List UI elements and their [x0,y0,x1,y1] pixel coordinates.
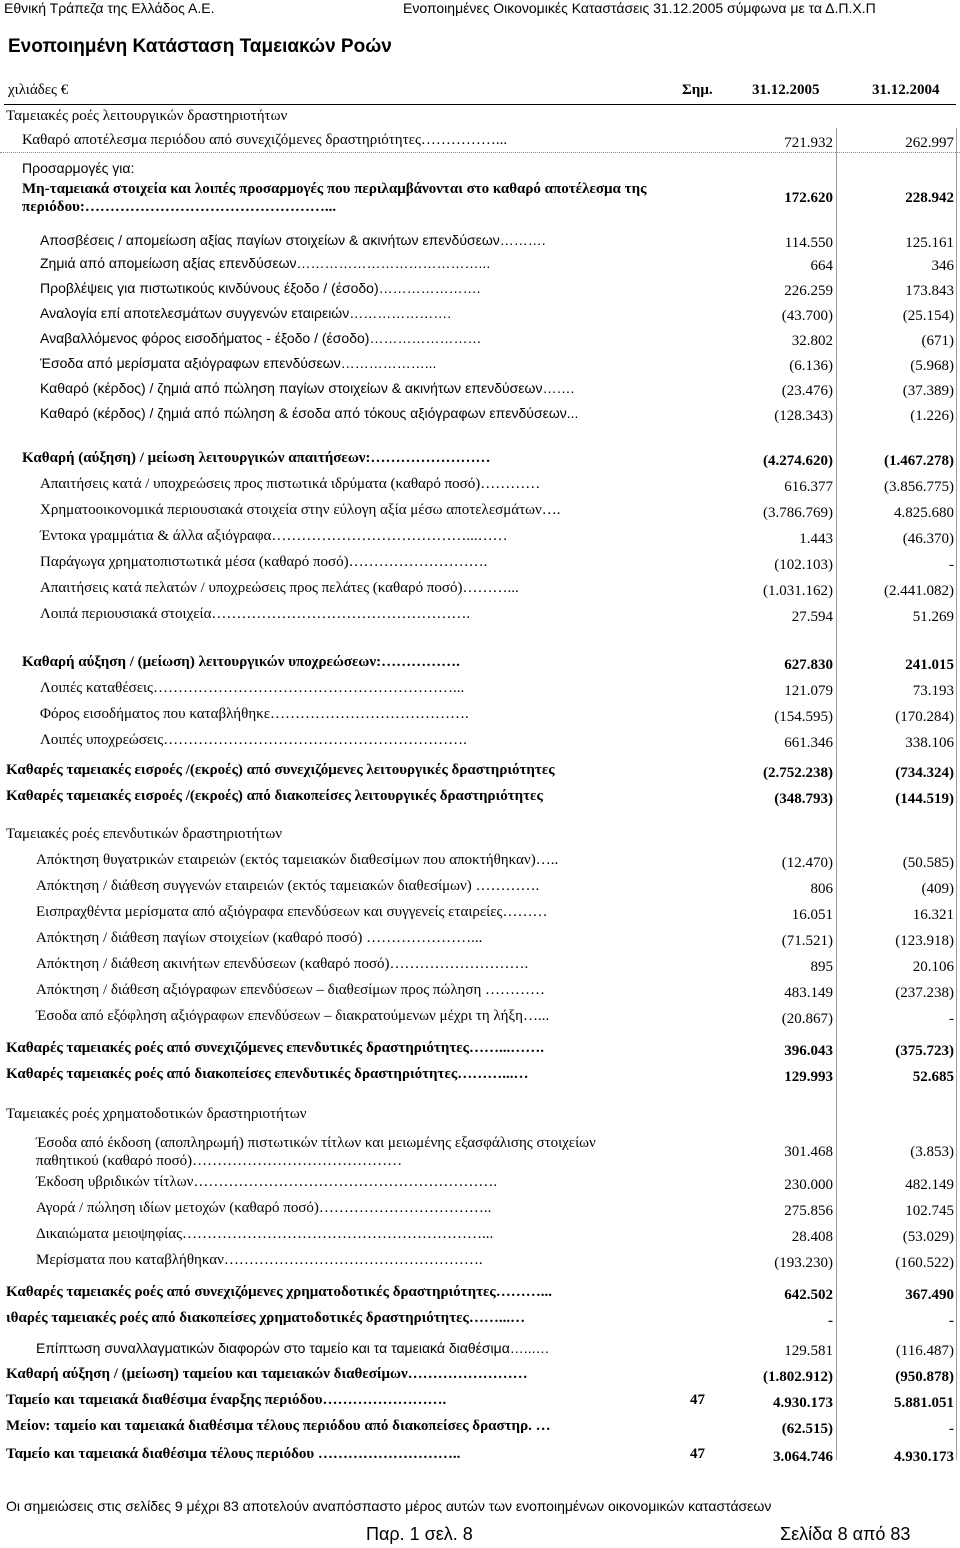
note-ref: 47 [690,1446,705,1462]
row-label: Προσαρμογές για: [22,160,135,176]
row-label: Απόκτηση / διάθεση συγγενών εταιρειών (εκτός ταμειακών διαθεσίμων) …………. [36,878,540,894]
row-label: Ταμειακές ροές χρηματοδοτικών δραστηριοτήτων [6,1106,307,1122]
year-2005-header: 31.12.2005 [752,82,820,98]
row-label: Έντοκα γραμμάτια & άλλα αξιόγραφα…………………………………...…… [40,528,508,544]
value-2005: 3.064.746 [773,1449,833,1465]
row-label: Λοιπές υποχρεώσεις……………………………………………………. [40,732,467,748]
value-2005: (71.521) [781,933,833,949]
value-2005: 627.830 [784,657,833,673]
table-row [0,1040,960,1060]
value-2004: (46.370) [902,531,954,547]
value-2004: (37.389) [902,383,954,399]
value-2004: (671) [921,333,954,349]
value-2005: (102.103) [774,557,833,573]
table-row [0,180,960,220]
value-2005: 661.346 [784,735,833,751]
table-row [0,1418,960,1438]
value-2004: - [949,1011,954,1027]
row-label: Μείον: ταμείο και ταμειακά διαθέσιμα τέλους περιόδου από διακοπείσες δραστηρ. … [6,1418,551,1434]
value-2004: (170.284) [895,709,954,725]
units-label: χιλιάδες € [8,82,69,98]
value-2004: (1.467.278) [884,453,954,469]
page-count: Σελίδα 8 από 83 [780,1524,911,1544]
row-label: Προβλέψεις για πιστωτικούς κινδύνους έξοδο / (έσοδο)…………………. [40,280,481,296]
value-2004: - [949,1313,954,1329]
row-label: Καθαρό αποτέλεσμα περιόδου από συνεχιζόμενες δραστηριότητες……………... [22,132,508,148]
value-2005: 121.079 [784,683,833,699]
value-2005: 28.408 [791,1229,833,1245]
row-label: Καθαρή αύξηση / (μείωση) ταμείου και ταμειακών διαθεσίμων…………………… [6,1366,528,1382]
value-2005: (62.515) [781,1421,833,1437]
row-label: Απαιτήσεις κατά / υποχρεώσεις προς πιστωτικά ιδρύματα (καθαρό ποσό)………… [40,476,541,492]
table-row [0,1252,960,1272]
value-2004: 73.193 [912,683,954,699]
value-2004: (53.029) [902,1229,954,1245]
row-label: Λοιπές καταθέσεις……………………………………………………... [40,680,465,696]
value-2004: (1.226) [910,408,954,424]
value-2005: (4.274.620) [763,453,833,469]
value-2004: 367.490 [905,1287,954,1303]
value-2004: - [949,557,954,573]
value-2005: (193.230) [774,1255,833,1271]
table-row [0,528,960,548]
value-2004: 20.106 [912,959,954,975]
row-label: Εισπραχθέντα μερίσματα από αξιόγραφα επενδύσεων και συγγενείς εταιρείες……… [36,904,548,920]
table-row [0,1174,960,1194]
table-row [0,502,960,522]
value-2005: 895 [810,959,833,975]
value-2005: 129.993 [784,1069,833,1085]
table-row [0,956,960,976]
row-label: Ταμείο και ταμειακά διαθέσιμα έναρξης περιόδου……………………. [6,1392,447,1408]
page-reference: Παρ. 1 σελ. 8 [366,1524,473,1544]
table-row [0,355,960,375]
value-2004: 102.745 [905,1203,954,1219]
value-2004: (50.585) [902,855,954,871]
row-label: Καθαρό (κέρδος) / ζημιά από πώληση παγίων στοιχείων & ακινήτων επενδύσεων……. [40,380,575,396]
row-label: Απαιτήσεις κατά πελατών / υποχρεώσεις προς πελάτες (καθαρό ποσό)………... [40,580,519,596]
table-row [0,680,960,700]
row-label: Καθαρές ταμειακές ροές από διακοπείσες επενδυτικές δραστηριότητες………...… [6,1066,529,1082]
value-2004: (950.878) [895,1369,954,1385]
row-label: Έσοδα από έκδοση (αποπληρωμή) πιστωτικών τίτλων και μειωμένης εξασφάλισης στοιχείων παθητικού (καθαρό ποσό)…………………………………… [36,1135,596,1169]
table-row [0,706,960,726]
row-label: Απόκτηση / διάθεση αξιόγραφων επενδύσεων – διαθεσίμων προς πώληση ………… [36,982,546,998]
value-2005: (43.700) [781,308,833,324]
row-label: Χρηματοοικονομικά περιουσιακά στοιχεία στην εύλογη αξία μέσω αποτελεσμάτων…. [40,502,561,518]
value-2005: (348.793) [774,791,833,807]
table-row [0,1446,960,1466]
table-row [0,1310,960,1330]
table-row [0,1366,960,1386]
table-row [0,1066,960,1086]
value-2004: 173.843 [905,283,954,299]
row-label: Ταμειακές ροές λειτουργικών δραστηριοτήτων [6,108,288,124]
table-row [0,132,960,153]
value-2004: 125.161 [905,235,954,251]
table-row [0,450,960,470]
value-2005: - [828,1313,833,1329]
table-row [0,330,960,350]
row-label: Καθαρές ταμειακές εισροές /(εκροές) από συνεχιζόμενες λειτουργικές δραστηριότητες [6,762,555,778]
table-row [0,305,960,325]
row-label: Απόκτηση / διάθεση ακινήτων επενδύσεων (καθαρό ποσό)………………………. [36,956,529,972]
value-2004: (375.723) [895,1043,954,1059]
table-row [0,380,960,400]
value-2005: 396.043 [784,1043,833,1059]
table-row [0,1134,960,1170]
value-2004: (237.238) [895,985,954,1001]
page-title: Ενοποιημένη Κατάσταση Ταμειακών Ροών [8,36,392,57]
row-label: Δικαιώματα μειοψηφίας……………………………………………………... [36,1226,494,1242]
table-row [0,1340,960,1360]
row-label: Έσοδα από μερίσματα αξιόγραφων επενδύσεων………………... [40,355,437,371]
row-label: Παράγωγα χρηματοπιστωτικά μέσα (καθαρό ποσό)………………………. [40,554,488,570]
value-2005: (20.867) [781,1011,833,1027]
value-2004: (123.918) [895,933,954,949]
value-2004: (160.522) [895,1255,954,1271]
row-label: Ταμειακές ροές επενδυτικών δραστηριοτήτων [6,826,283,842]
value-2004: (5.968) [910,358,954,374]
value-2005: (2.752.238) [763,765,833,781]
value-2005: (12.470) [781,855,833,871]
value-2004: 16.321 [912,907,954,923]
row-label: Καθαρές ταμειακές ροές από συνεχιζόμενες χρηματοδοτικές δραστηριότητες………... [6,1284,552,1300]
table-row [0,930,960,950]
value-2005: 642.502 [784,1287,833,1303]
row-label: Ταμείο και ταμειακά διαθέσιμα τέλους περιόδου ……………………….. [6,1446,461,1462]
row-label: Αποσβέσεις / απομείωση αξίας παγίων στοιχείων & ακινήτων επενδύσεων………. [40,232,546,248]
value-2004: 338.106 [905,735,954,751]
value-2005: 32.802 [791,333,833,349]
value-2005: 721.932 [784,135,833,151]
row-label: Αγορά / πώληση ιδίων μετοχών (καθαρό ποσό)…………………………….. [36,1200,492,1216]
row-label: Επίπτωση συναλλαγματικών διαφορών στο ταμείο και τα ταμειακά διαθέσιμα…...… [36,1340,550,1356]
table-row [0,852,960,872]
value-2005: 1.443 [799,531,833,547]
footer-note: Οι σημειώσεις στις σελίδες 9 μέχρι 83 αποτελούν αναπόσπαστο μέρος αυτών των ενοποιημένων οικονομικών καταστάσεων [6,1498,772,1514]
value-2004: (3.853) [910,1144,954,1160]
row-label: Καθαρό (κέρδος) / ζημιά από πώληση & έσοδα από τόκους αξιόγραφων επενδύσεων... [40,405,579,421]
statements-title: Ενοποιημένες Οικονομικές Καταστάσεις 31.12.2005 σύμφωνα με τα Δ.Π.Χ.Π [403,0,876,16]
value-2005: 27.594 [791,609,833,625]
table-row [0,280,960,300]
value-2005: (1.802.912) [763,1369,833,1385]
value-2005: 301.468 [784,1144,833,1160]
row-label: Καθαρές ταμειακές εισροές /(εκροές) από διακοπείσες λειτουργικές δραστηριότητες [6,788,543,804]
table-row [0,232,960,252]
value-2004: (3.856.775) [884,479,954,495]
row-label: Έκδοση υβριδικών τίτλων……………………………………………………. [36,1174,498,1190]
row-label: Μερίσματα που καταβλήθηκαν……………………………………………. [36,1252,483,1268]
value-2005: 226.259 [784,283,833,299]
value-2004: (409) [921,881,954,897]
row-label: Μη-ταμειακά στοιχεία και λοιπές προσαρμογές που περιλαμβάνονται στο καθαρό αποτέλεσμα της περιόδου:…………………………………………... [22,181,647,215]
table-row [0,606,960,626]
table-row [0,1106,960,1126]
value-2005: 230.000 [784,1177,833,1193]
value-2005: (1.031.162) [763,583,833,599]
row-label: Λοιπά περιουσιακά στοιχεία……………………………………………. [40,606,471,622]
value-2004: 52.685 [912,1069,954,1085]
value-2005: (6.136) [789,358,833,374]
row-label: Αναβαλλόμενος φόρος εισοδήματος - έξοδο / (έσοδο)…………………… [40,330,482,346]
note-ref: 47 [690,1392,705,1408]
value-2005: 275.856 [784,1203,833,1219]
table-row [0,654,960,674]
row-label: Έσοδα από εξόφληση αξιόγραφων επενδύσεων – διακρατούμενων μέχρι τη λήξη…... [36,1008,550,1024]
table-row [0,826,960,846]
value-2004: 482.149 [905,1177,954,1193]
table-row [0,255,960,275]
value-2005: 114.550 [784,235,833,251]
value-2005: (3.786.769) [763,505,833,521]
table-row [0,982,960,1002]
value-2004: 4.825.680 [894,505,954,521]
value-2004: (734.324) [895,765,954,781]
table-row [0,108,960,128]
value-2005: 172.620 [784,190,833,206]
row-label: Καθαρή αύξηση / (μείωση) λειτουργικών υποχρεώσεων:……………. [22,654,460,670]
row-label: Απόκτηση θυγατρικών εταιρειών (εκτός ταμειακών διαθεσίμων που αποκτήθηκαν)….. [36,852,559,868]
table-row [0,580,960,600]
row-label: Απόκτηση / διάθεση παγίων στοιχείων (καθαρό ποσό) …………………... [36,930,483,946]
table-row [0,1200,960,1220]
table-row [0,788,960,808]
table-row [0,878,960,898]
table-row [0,1284,960,1304]
table-row [0,762,960,782]
value-2005: 664 [810,258,833,274]
value-2005: 806 [810,881,833,897]
row-label: Φόρος εισοδήματος που καταβλήθηκε…………………………………. [40,706,469,722]
table-row [0,1008,960,1028]
value-2005: (23.476) [781,383,833,399]
value-2005: (128.343) [774,408,833,424]
value-2004: 51.269 [912,609,954,625]
value-2005: 4.930.173 [773,1395,833,1411]
value-2004: 346 [931,258,954,274]
value-2004: 262.997 [905,135,954,151]
row-label: Καθαρή (αύξηση) / μείωση λειτουργικών απαιτήσεων:…………………… [22,450,491,466]
table-row [0,476,960,496]
table-row [0,904,960,924]
value-2004: 5.881.051 [894,1395,954,1411]
value-2004: 228.942 [905,190,954,206]
value-2004: (2.441.082) [884,583,954,599]
row-label: Ζημιά από απομείωση αξίας επενδύσεων…………………………………... [40,255,491,271]
table-row [0,732,960,752]
value-2004: (144.519) [895,791,954,807]
note-column-header: Σημ. [682,82,713,98]
value-2005: 129.581 [784,1343,833,1359]
table-row [0,554,960,574]
row-label: Καθαρές ταμειακές ροές από συνεχιζόμενες επενδυτικές δραστηριότητες……...……. [6,1040,545,1056]
table-row [0,405,960,425]
value-2004: (116.487) [895,1343,954,1359]
year-2004-header: 31.12.2004 [872,82,940,98]
table-row [0,1226,960,1246]
value-2004: (25.154) [902,308,954,324]
row-label: Αναλογία επί αποτελεσμάτων συγγενών εταιρειών…………………. [40,305,452,321]
value-2004: - [949,1421,954,1437]
value-2005: (154.595) [774,709,833,725]
value-2005: 616.377 [784,479,833,495]
table-row [0,160,960,180]
value-2004: 4.930.173 [894,1449,954,1465]
company-name: Εθνική Τράπεζα της Ελλάδος Α.Ε. [4,0,215,16]
row-label: ιθαρές ταμειακές ροές από διακοπείσες χρηματοδοτικές δραστηριότητες……...… [6,1310,526,1326]
value-2005: 16.051 [791,907,833,923]
table-row [0,1392,960,1412]
value-2005: 483.149 [784,985,833,1001]
value-2004: 241.015 [905,657,954,673]
